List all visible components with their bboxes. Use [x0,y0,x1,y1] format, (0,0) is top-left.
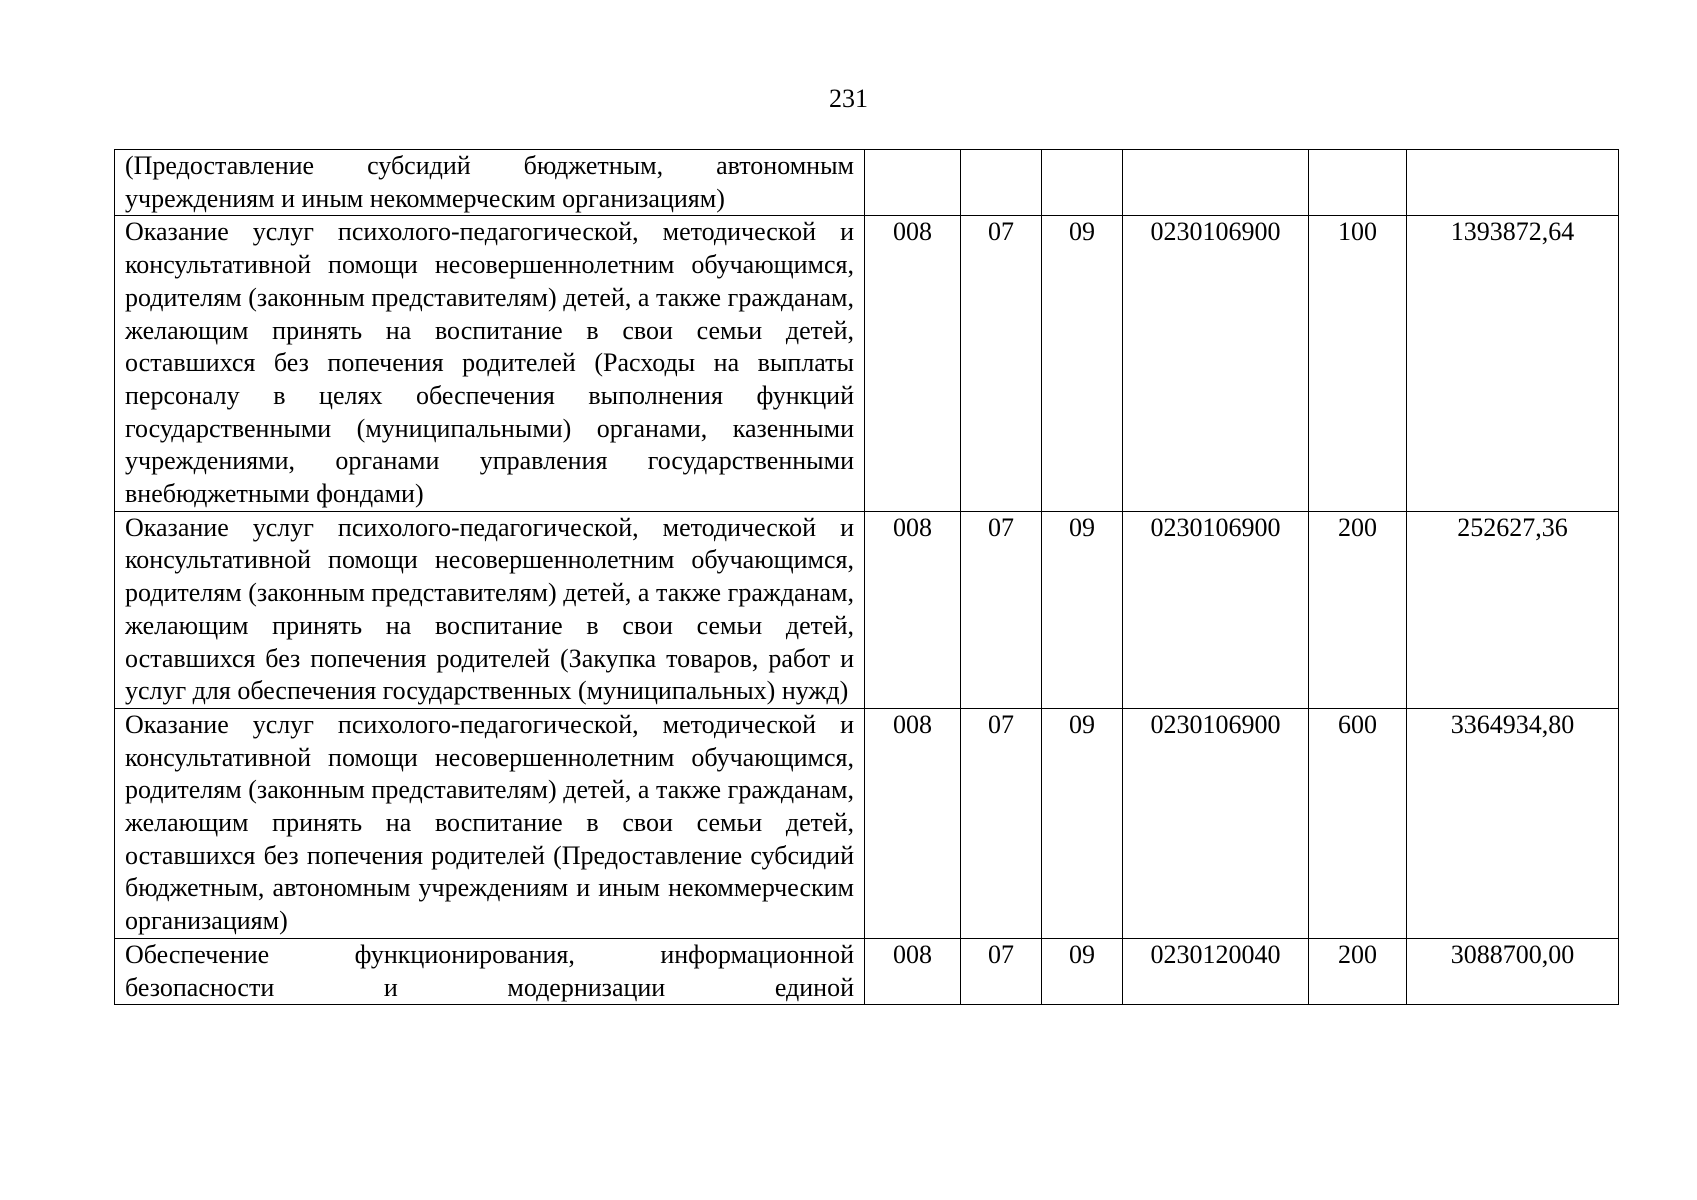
target-article-code: 0230106900 [1123,511,1309,708]
section-code: 07 [961,216,1042,511]
amount: 3088700,00 [1407,938,1619,1004]
amount: 1393872,64 [1407,216,1619,511]
table-row [115,511,1619,708]
subsection-code: 09 [1042,938,1123,1004]
expense-type-code [1309,150,1407,216]
amount [1407,150,1619,216]
section-code: 07 [961,938,1042,1004]
row-description: Оказание услуг психолого-педагогической, методической и консультативной помощи несовершеннолетним обучающимся, родителям (законным представителям) детей, а также гражданам, желающим принять на воспитание в свои семьи детей, оставшихся без попечения родителей (Предоставление субсидий бюджетным, автономным учреждениям и иным некоммерческим организациям) [115,708,865,938]
section-code [961,150,1042,216]
subsection-code [1042,150,1123,216]
row-description [115,150,865,216]
ministry-code [865,150,961,216]
table-row [115,708,1619,938]
subsection-code: 09 [1042,511,1123,708]
section-code: 07 [961,511,1042,708]
description-line: (Предоставление субсидий бюджетным, автономным [125,151,854,180]
expense-type-code: 200 [1309,938,1407,1004]
page-number: 231 [829,84,868,113]
description-line: учреждениям и иным некоммерческим организациям) [125,183,725,213]
target-article-code: 0230106900 [1123,216,1309,511]
target-article-code: 0230106900 [1123,708,1309,938]
row-description: Оказание услуг психолого-педагогической, методической и консультативной помощи несовершеннолетним обучающимся, родителям (законным представителям) детей, а также гражданам, желающим принять на воспитание в свои семьи детей, оставшихся без попечения родителей (Закупка товаров, работ и услуг для обеспечения государственных (муниципальных) нужд) [115,511,865,708]
subsection-code: 09 [1042,216,1123,511]
amount: 252627,36 [1407,511,1619,708]
budget-table [114,149,1619,1005]
ministry-code: 008 [865,938,961,1004]
table-row [115,216,1619,511]
table-row [115,150,1619,216]
expense-type-code: 600 [1309,708,1407,938]
description-line: Обеспечение функционирования, информационной [125,939,854,969]
row-description: Оказание услуг психолого-педагогической, методической и консультативной помощи несовершеннолетним обучающимся, родителям (законным представителям) детей, а также гражданам, желающим принять на воспитание в свои семьи детей, оставшихся без попечения родителей (Расходы на выплаты персоналу в целях обеспечения выполнения функций государственными (муниципальными) органами, казенными учреждениями, органами управления государственными внебюджетными фондами) [115,216,865,511]
ministry-code: 008 [865,216,961,511]
description-line: безопасности и модернизации единой [125,972,854,1002]
expense-type-code: 200 [1309,511,1407,708]
row-description [115,938,865,1004]
target-article-code [1123,150,1309,216]
subsection-code: 09 [1042,708,1123,938]
target-article-code: 0230120040 [1123,938,1309,1004]
ministry-code: 008 [865,511,961,708]
table-row [115,938,1619,1004]
expense-type-code: 100 [1309,216,1407,511]
ministry-code: 008 [865,708,961,938]
section-code: 07 [961,708,1042,938]
amount: 3364934,80 [1407,708,1619,938]
